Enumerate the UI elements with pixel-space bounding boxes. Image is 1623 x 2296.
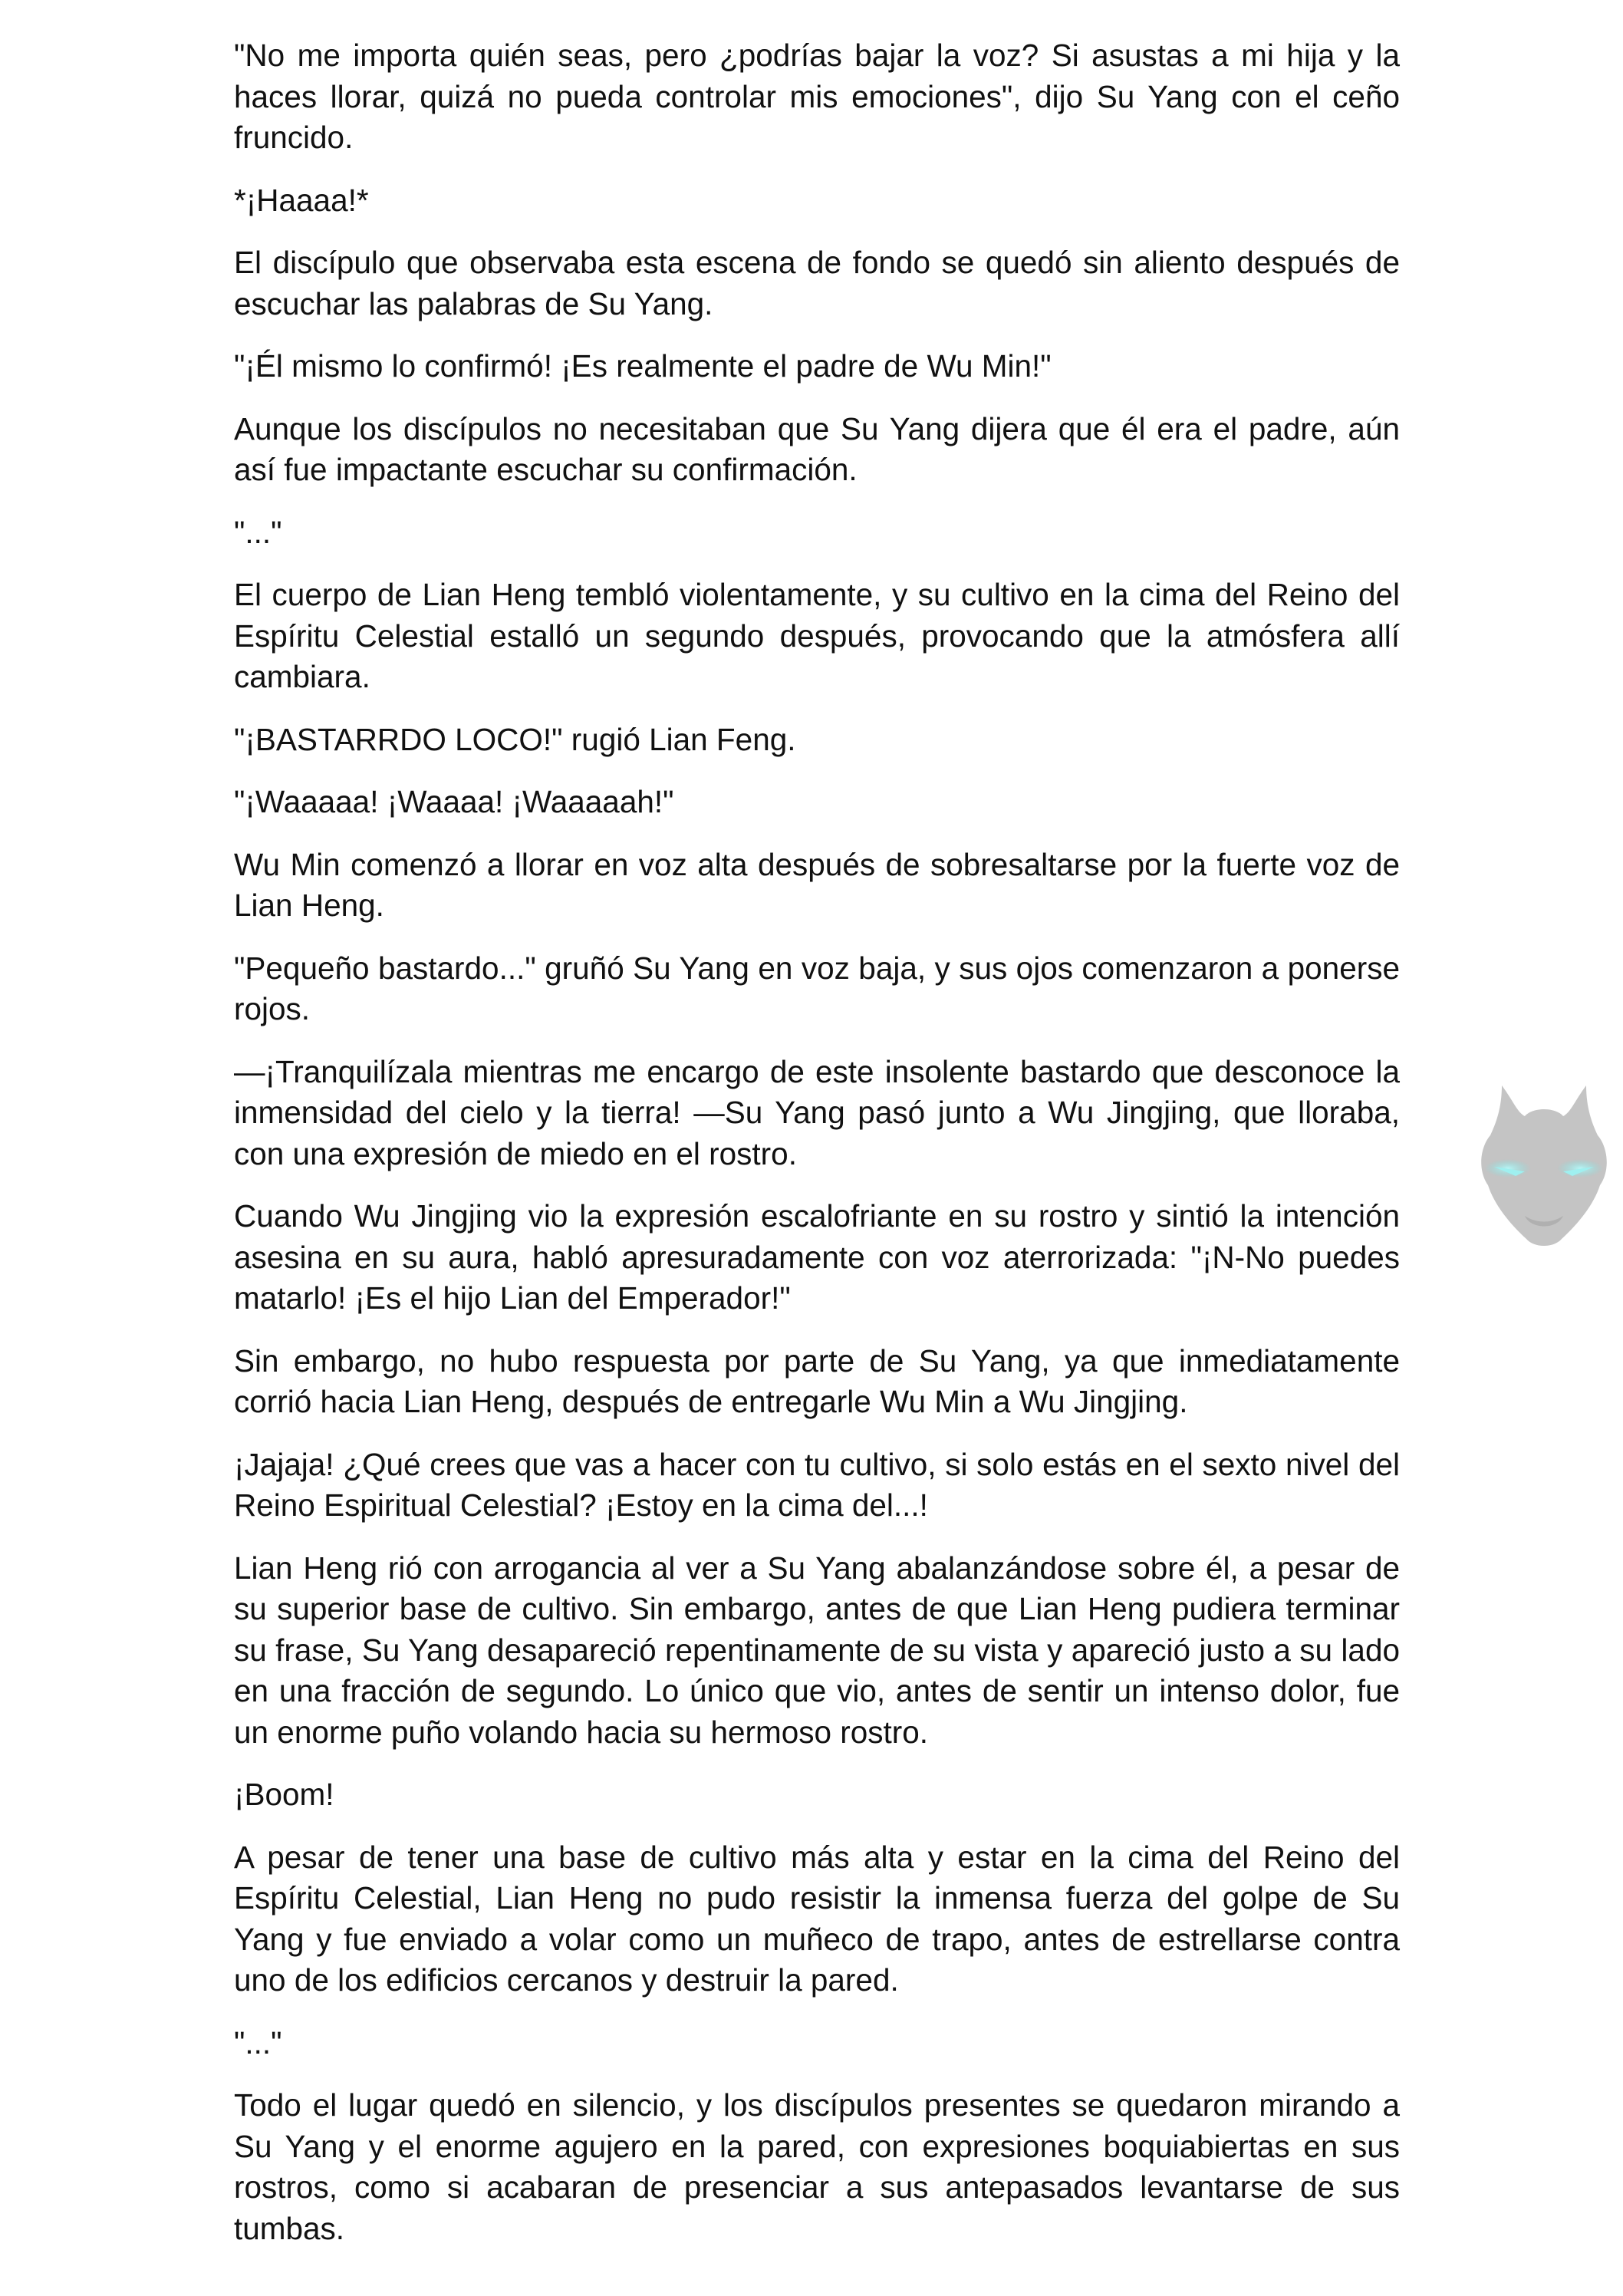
paragraph: Lian Heng rió con arrogancia al ver a Su Yang abalanzándose sobre él, a pesar de su superior base de cultivo. Sin embargo, antes de que Lian Heng pudiera terminar su frase, Su Yang desapareció repentinamente de su vista y apareció justo a su lado en una fracción de segundo. Lo único que vio, antes de sentir un intenso dolor, fue un enorme puño volando hacia su hermoso rostro. (234, 1550, 1400, 1750)
paragraph: A pesar de tener una base de cultivo más alta y estar en la cima del Reino del Espíritu Celestial, Lian Heng no pudo resistir la inmensa fuerza del golpe de Su Yang y fue enviado a volar como un muñeco de trapo, antes de estrellarse contra uno de los edificios cercanos y destruir la pared. (234, 1839, 1400, 1998)
paragraph: ¡Jajaja! ¿Qué crees que vas a hacer con tu cultivo, si solo estás en el sexto nivel del Reino Espiritual Celestial? ¡Estoy en la cima del...! (234, 1446, 1400, 1523)
paragraph: El discípulo que observaba esta escena de fondo se quedó sin aliento después de escuchar las palabras de Su Yang. (234, 245, 1400, 321)
paragraph: ¡Boom! (234, 1777, 334, 1812)
paragraph: Aunque los discípulos no necesitaban que Su Yang dijera que él era el padre, aún así fue impactante escuchar su confirmación. (234, 410, 1400, 487)
paragraph: Sin embargo, no hubo respuesta por parte de Su Yang, ya que inmediatamente corrió hacia Lian Heng, después de entregarle Wu Min a Wu Jingjing. (234, 1342, 1400, 1419)
paragraph: "..." (234, 2024, 282, 2060)
paragraph: "No me importa quién seas, pero ¿podrías bajar la voz? Si asustas a mi hija y la haces llorar, quizá no pueda controlar mis emociones", dijo Su Yang con el ceño fruncido. (234, 38, 1400, 155)
paragraph: El cuerpo de Lian Heng tembló violentamente, y su cultivo en la cima del Reino del Espíritu Celestial estalló un segundo después, provocando que la atmósfera allí cambiara. (234, 577, 1400, 694)
demon-head-icon (1471, 1070, 1617, 1254)
paragraph: Wu Min comenzó a llorar en voz alta después de sobresaltarse por la fuerte voz de Lian Heng. (234, 846, 1400, 923)
paragraph: "¡Waaaaa! ¡Waaaa! ¡Waaaaah!" (234, 784, 674, 819)
paragraph: *¡Haaaa!* (234, 182, 369, 218)
paragraph: —¡Tranquilízala mientras me encargo de este insolente bastardo que desconoce la inmensidad del cielo y la tierra! —Su Yang pasó junto a Wu Jingjing, que lloraba, con una expresión de miedo en el rostro. (234, 1053, 1400, 1171)
paragraph: "¡Él mismo lo confirmó! ¡Es realmente el padre de Wu Min!" (234, 348, 1052, 384)
document-body (234, 35, 1400, 2271)
paragraph: Todo el lugar quedó en silencio, y los discípulos presentes se quedaron mirando a Su Yang y el enorme agujero en la pared, con expresiones boquiabiertas en sus rostros, como si acabaran de presenciar a sus antepasados levantarse de sus tumbas. (234, 2087, 1400, 2246)
paragraph: "¡BASTARRDO LOCO!" rugió Lian Feng. (234, 721, 796, 757)
paragraph: "..." (234, 514, 282, 550)
paragraph: Cuando Wu Jingjing vio la expresión escalofriante en su rostro y sintió la intención asesina en su aura, habló apresuradamente con voz aterrorizada: "¡N-No puedes matarlo! ¡Es el hijo Lian del Emperador!" (234, 1198, 1400, 1316)
paragraph: "Pequeño bastardo..." gruñó Su Yang en voz baja, y sus ojos comenzaron a ponerse rojos. (234, 950, 1400, 1026)
